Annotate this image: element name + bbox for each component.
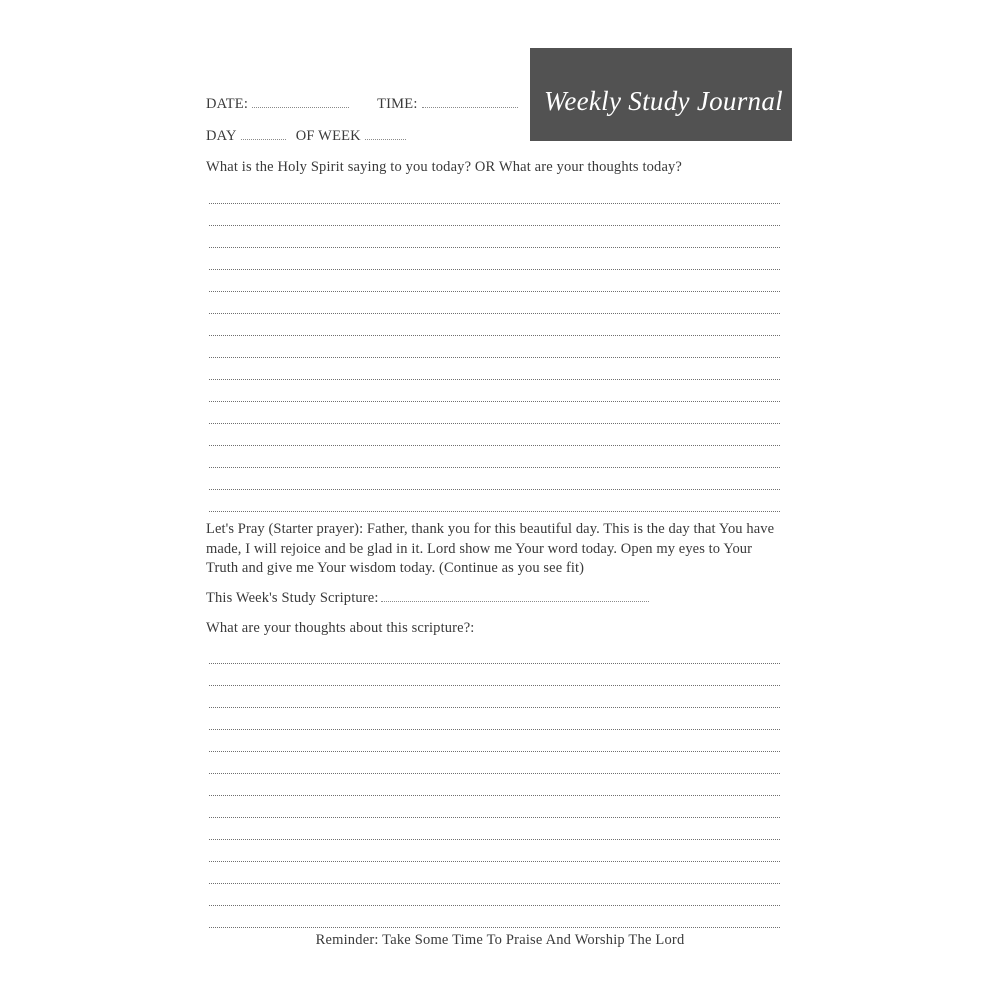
rule-line[interactable] — [209, 686, 780, 708]
page-title: Weekly Study Journal — [544, 86, 783, 116]
title-banner — [530, 48, 792, 141]
rule-line[interactable] — [209, 752, 780, 774]
rule-line[interactable] — [209, 424, 780, 446]
day-input[interactable] — [241, 128, 286, 140]
prompt-holy-spirit: What is the Holy Spirit saying to you today? OR What are your thoughts today? — [206, 159, 683, 175]
rule-line[interactable] — [209, 774, 780, 796]
footer-reminder: Reminder: Take Some Time To Praise And Worship The Lord — [315, 932, 685, 948]
rule-line[interactable] — [209, 840, 780, 862]
rule-line[interactable] — [209, 314, 780, 336]
scripture-label: This Week's Study Scripture: — [206, 590, 379, 606]
writing-area-scripture-thoughts[interactable] — [209, 642, 780, 928]
rule-line[interactable] — [209, 862, 780, 884]
rule-line[interactable] — [209, 796, 780, 818]
rule-line[interactable] — [209, 490, 780, 512]
rule-line[interactable] — [209, 182, 780, 204]
of-week-label: OF WEEK — [295, 128, 361, 144]
prompt-scripture-thoughts: What are your thoughts about this scripture?: — [206, 620, 475, 636]
date-time-row — [206, 96, 536, 120]
rule-line[interactable] — [209, 270, 780, 292]
time-input[interactable] — [422, 96, 518, 108]
day-of-week-row — [206, 128, 536, 152]
rule-line[interactable] — [209, 708, 780, 730]
rule-line[interactable] — [209, 336, 780, 358]
rule-line[interactable] — [209, 818, 780, 840]
rule-line[interactable] — [209, 204, 780, 226]
rule-line[interactable] — [209, 248, 780, 270]
rule-line[interactable] — [209, 358, 780, 380]
scripture-input[interactable] — [381, 590, 649, 602]
meta-fields — [206, 96, 536, 152]
rule-line[interactable] — [209, 468, 780, 490]
rule-line[interactable] — [209, 402, 780, 424]
starter-prayer-text: Let's Pray (Starter prayer): Father, thank you for this beautiful day. This is the day that You have made, I will rejoice and be glad in it. Lord show me Your word today. Open my eyes to Your Truth and give me Your wisdom today. (Continue as you see fit) — [206, 521, 775, 576]
day-label: DAY — [206, 128, 237, 144]
rule-line[interactable] — [209, 884, 780, 906]
date-input[interactable] — [252, 96, 349, 108]
date-label: DATE: — [206, 96, 249, 112]
rule-line[interactable] — [209, 906, 780, 928]
rule-line[interactable] — [209, 642, 780, 664]
rule-line[interactable] — [209, 226, 780, 248]
rule-line[interactable] — [209, 664, 780, 686]
writing-area-thoughts[interactable] — [209, 182, 780, 512]
week-number-input[interactable] — [365, 128, 406, 140]
rule-line[interactable] — [209, 730, 780, 752]
rule-line[interactable] — [209, 292, 780, 314]
time-label: TIME: — [377, 96, 418, 112]
rule-line[interactable] — [209, 380, 780, 402]
scripture-field — [206, 590, 649, 607]
rule-line[interactable] — [209, 446, 780, 468]
